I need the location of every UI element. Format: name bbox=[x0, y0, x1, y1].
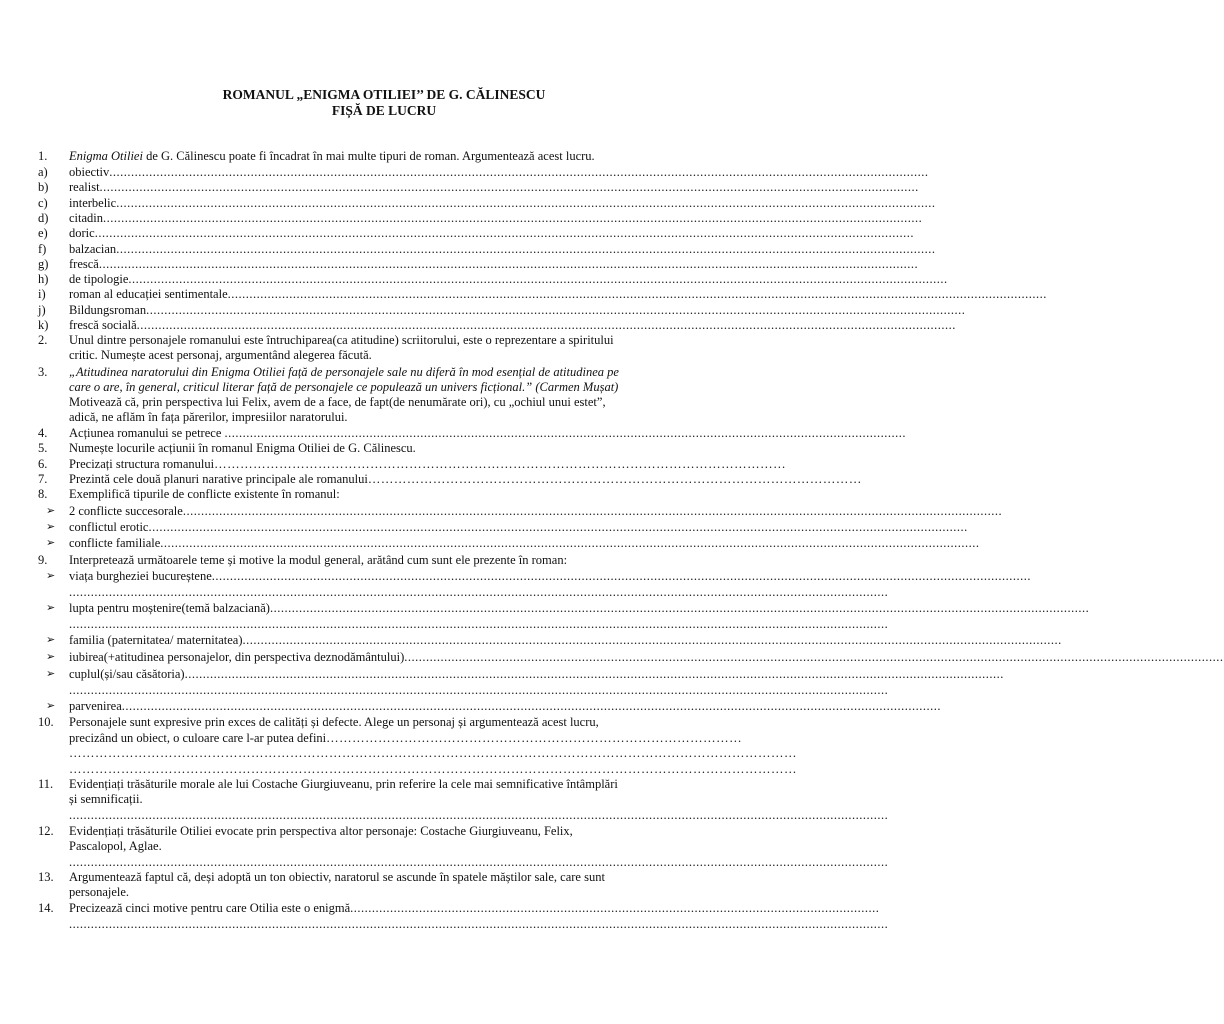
item-text bbox=[69, 287, 1047, 302]
answer-line[interactable]: .................................................................................................................................................................................................................................. bbox=[69, 617, 889, 631]
item-label: Bildungsroman bbox=[69, 302, 147, 317]
q1-item bbox=[0, 256, 919, 273]
answer-row bbox=[0, 917, 889, 933]
answer-line[interactable]: ............................................................................................................................................................................................ bbox=[224, 426, 906, 440]
question-text: Evidențiați trăsăturile morale ale lui Costache Giurgiuveanu, prin referire la cele mai semnificative întâmplări bbox=[69, 777, 618, 791]
question-3 bbox=[0, 365, 768, 381]
item-text bbox=[69, 569, 1032, 584]
question-number: 11. bbox=[38, 777, 54, 791]
quote-text: care o are, în general, criticul literar față de personajele ce populează un univers ficțional.” (Carmen Mușat) bbox=[69, 380, 619, 394]
answer-line[interactable]: .................................................................................................................................................................................................................................. bbox=[146, 302, 966, 317]
answer-line[interactable]: .................................................................................................................................................................................................................................. bbox=[148, 520, 968, 534]
q8-item bbox=[0, 536, 980, 552]
item-label: balzacian bbox=[69, 241, 117, 256]
answer-line[interactable]: .................................................................................................................................................................................................................................. bbox=[69, 917, 889, 931]
q1-item bbox=[0, 241, 936, 258]
item-text bbox=[69, 318, 956, 333]
answer-line[interactable]: …………………………………………………………………………………… bbox=[326, 731, 743, 745]
answer-line[interactable]: .................................................................................................................................................................................................................................. bbox=[94, 226, 914, 241]
item-text bbox=[69, 650, 1224, 665]
item-letter: b) bbox=[38, 180, 49, 195]
question-text: critic. Numește acest personaj, argumentând alegerea făcută. bbox=[69, 348, 372, 362]
answer-line[interactable]: .................................................................................................................................................................................................................................. bbox=[109, 165, 929, 179]
question-10 bbox=[0, 715, 768, 731]
q1-item bbox=[0, 302, 966, 319]
item-text bbox=[69, 241, 936, 257]
question-6 bbox=[0, 457, 787, 473]
answer-line[interactable]: .................................................................................................................................................................................................................................. bbox=[184, 667, 1004, 681]
question-text: Personajele sunt expresive prin exces de calități și defecte. Alege un personaj și argumentează acest lucru, bbox=[69, 715, 599, 729]
question-text: Argumentează faptul că, deși adoptă un ton obiectiv, naratorul se ascunde în spatele măștilor sale, care sunt bbox=[69, 870, 605, 884]
item-text bbox=[69, 302, 966, 318]
q9-item bbox=[0, 601, 1090, 617]
q1-item bbox=[0, 180, 919, 196]
question-text: Unul dintre personajele romanului este întruchiparea(ca atitudine) scriitorului, este o reprezentare a spiritului bbox=[69, 333, 614, 347]
item-label: viața burgheziei bucureștene bbox=[69, 569, 212, 583]
item-label: lupta pentru moștenire(temă balzaciană) bbox=[69, 601, 270, 615]
arrow-bullet-icon: ➢ bbox=[46, 537, 56, 549]
item-label: obiectiv bbox=[69, 165, 110, 179]
question-3-cont bbox=[0, 395, 768, 411]
item-text bbox=[69, 633, 1062, 648]
question-text: adică, ne aflăm în fața părerilor, impresiilor naratorului. bbox=[69, 410, 348, 424]
item-text bbox=[69, 520, 968, 535]
item-label: 2 conflicte succesorale bbox=[69, 504, 183, 518]
answer-row bbox=[0, 855, 889, 871]
item-text bbox=[69, 272, 948, 287]
answer-line[interactable]: .................................................................................................................................................................................................................................. bbox=[242, 633, 1062, 647]
question-12-cont bbox=[0, 839, 768, 855]
answer-row bbox=[0, 746, 797, 762]
item-letter: i) bbox=[38, 287, 46, 302]
question-13 bbox=[0, 870, 768, 886]
item-text bbox=[69, 536, 980, 551]
item-label: parvenirea bbox=[69, 699, 122, 713]
answer-line[interactable]: …………………………………………………………………………………………………………………………………………………… bbox=[69, 746, 797, 760]
item-label: roman al educației sentimentale bbox=[69, 287, 228, 302]
q1-item bbox=[0, 195, 936, 212]
answer-row bbox=[0, 808, 889, 824]
question-11 bbox=[0, 777, 768, 793]
item-letter: e) bbox=[38, 226, 48, 241]
answer-line[interactable]: .................................................................................................................................................................................................................................. bbox=[69, 808, 889, 822]
answer-line[interactable]: …………………………………………………………………………………………………… bbox=[367, 472, 862, 486]
item-letter: a) bbox=[38, 165, 48, 179]
answer-line[interactable]: .................................................................................................................................................................................................................................. bbox=[116, 195, 936, 210]
question-text: Pascalopol, Aglae. bbox=[69, 839, 162, 853]
question-10-cont bbox=[0, 731, 768, 747]
item-text bbox=[69, 210, 923, 226]
novel-title: Enigma Otiliei bbox=[69, 149, 143, 163]
question-number: 14. bbox=[38, 901, 54, 915]
answer-line[interactable]: .................................................................................................................................................................................................................................. bbox=[211, 569, 1032, 583]
answer-line[interactable]: .................................................................................................................................................................................................................................. bbox=[128, 272, 948, 287]
answer-line[interactable]: .................................................................................................................................................................................................................................. bbox=[404, 650, 1224, 664]
item-letter: j) bbox=[38, 302, 46, 317]
answer-row bbox=[0, 683, 889, 699]
item-label: conflictul erotic bbox=[69, 520, 149, 534]
question-4 bbox=[0, 426, 906, 442]
answer-line[interactable]: .................................................................................................................................................................................................................................. bbox=[136, 318, 956, 332]
question-text: Interpretează următoarele teme și motive la modul general, arătând cum sunt ele prezente în roman: bbox=[69, 553, 568, 567]
q9-item bbox=[0, 699, 941, 715]
item-letter: f) bbox=[38, 241, 47, 256]
q9-item bbox=[0, 569, 1032, 585]
question-text: Exemplifică tipurile de conflicte existente în romanul: bbox=[69, 487, 340, 501]
answer-line[interactable]: .................................................................................................................................................................................................................................. bbox=[69, 683, 889, 697]
arrow-bullet-icon: ➢ bbox=[46, 634, 56, 646]
question-11-cont bbox=[0, 792, 768, 808]
question-1 bbox=[0, 149, 768, 165]
q1-item bbox=[0, 226, 914, 242]
question-number: 5. bbox=[38, 441, 48, 455]
question-number: 10. bbox=[38, 715, 54, 729]
question-text: Evidențiați trăsăturile Otiliei evocate prin perspectiva altor personaje: Costache Giurgiuveanu, Felix, bbox=[69, 824, 573, 838]
question-3-cont bbox=[0, 410, 768, 426]
question-2-cont bbox=[0, 348, 768, 364]
answer-row bbox=[0, 762, 797, 778]
answer-line[interactable]: .................................................................................................................................................................................................................................. bbox=[182, 504, 1003, 518]
item-text bbox=[69, 667, 1004, 682]
answer-line[interactable]: .................................................................................................................................................................................................................................. bbox=[98, 256, 919, 271]
q1-item bbox=[0, 272, 948, 288]
question-text: și semnificații. bbox=[69, 792, 143, 806]
item-text bbox=[69, 601, 1090, 616]
question-text: personajele. bbox=[69, 885, 130, 899]
item-text bbox=[69, 180, 919, 195]
item-label: frescă socială bbox=[69, 318, 137, 332]
item-letter: g) bbox=[38, 256, 49, 271]
question-number: 1. bbox=[38, 149, 48, 163]
question-text: de G. Călinescu poate fi încadrat în mai multe tipuri de roman. Argumentează acest lucru. bbox=[142, 149, 595, 163]
answer-line[interactable]: …………………………………………………………………………………………………………………… bbox=[214, 457, 787, 471]
question-12 bbox=[0, 824, 768, 840]
item-label: conflicte familiale bbox=[69, 536, 161, 550]
q1-item bbox=[0, 165, 929, 181]
question-text: Motivează că, prin perspectiva lui Felix, avem de a face, de fapt(de nenumărate ori), cu „ochiul unui estet”, bbox=[69, 395, 606, 409]
quote-text: „Atitudinea naratorului din Enigma Otiliei față de personajele sale nu diferă în mod esențial de atitudinea pe bbox=[69, 365, 619, 379]
arrow-bullet-icon: ➢ bbox=[46, 700, 56, 712]
item-text bbox=[69, 699, 941, 714]
question-text: Precizați structura romanului bbox=[69, 457, 215, 471]
item-text bbox=[69, 165, 929, 180]
item-text bbox=[69, 195, 936, 211]
document-subtitle: FIȘĂ DE LUCRU bbox=[331, 103, 437, 118]
q8-item bbox=[0, 520, 968, 536]
item-label: citadin bbox=[69, 210, 104, 225]
question-text: precizând un obiect, o culoare care l-ar putea defini bbox=[69, 731, 327, 745]
question-3-cont bbox=[0, 380, 768, 396]
question-number: 6. bbox=[38, 457, 48, 471]
item-label: frescă bbox=[69, 256, 99, 271]
answer-line[interactable]: .................................................................................................................................................. bbox=[350, 901, 880, 915]
arrow-bullet-icon: ➢ bbox=[46, 505, 56, 517]
question-13-cont bbox=[0, 885, 768, 901]
question-number: 12. bbox=[38, 824, 54, 838]
arrow-bullet-icon: ➢ bbox=[46, 521, 56, 533]
answer-line[interactable]: .................................................................................................................................................................................................................................. bbox=[269, 601, 1090, 615]
question-number: 2. bbox=[38, 333, 48, 347]
question-number: 7. bbox=[38, 472, 48, 486]
item-text bbox=[69, 226, 914, 241]
answer-line[interactable]: .................................................................................................................................................................................................................................. bbox=[121, 699, 941, 713]
q9-item bbox=[0, 650, 1224, 666]
arrow-bullet-icon: ➢ bbox=[46, 668, 56, 680]
question-number: 8. bbox=[38, 487, 48, 501]
item-label: doric bbox=[69, 226, 95, 241]
item-label: interbelic bbox=[69, 195, 117, 210]
answer-line[interactable]: …………………………………………………………………………………………………………………………………………………… bbox=[69, 762, 797, 776]
arrow-bullet-icon: ➢ bbox=[46, 570, 56, 582]
document-title: ROMANUL „ENIGMA OTILIEI’’ DE G. CĂLINESCU bbox=[222, 87, 546, 102]
question-text: Prezintă cele două planuri narative principale ale romanului bbox=[69, 472, 368, 486]
q1-item bbox=[0, 210, 923, 227]
item-letter: k) bbox=[38, 318, 49, 332]
item-label: realist bbox=[69, 180, 100, 195]
item-letter: c) bbox=[38, 195, 48, 210]
q9-item bbox=[0, 667, 1004, 683]
arrow-bullet-icon: ➢ bbox=[46, 651, 56, 663]
answer-row bbox=[0, 617, 889, 633]
question-2 bbox=[0, 333, 768, 349]
question-9 bbox=[0, 553, 768, 569]
answer-line[interactable]: .................................................................................................................................................................................................................................. bbox=[227, 287, 1047, 302]
answer-row bbox=[0, 585, 889, 601]
item-label: iubirea(+atitudinea personajelor, din perspectiva deznodământului) bbox=[69, 650, 405, 664]
answer-line[interactable]: .................................................................................................................................................................................................................................. bbox=[99, 180, 919, 195]
question-text: Acțiunea romanului se petrece bbox=[69, 426, 225, 440]
question-text: Precizează cinci motive pentru care Otilia este o enigmă bbox=[69, 901, 351, 915]
question-14 bbox=[0, 901, 880, 917]
question-5 bbox=[0, 441, 768, 457]
answer-line[interactable]: .................................................................................................................................................................................................................................. bbox=[103, 210, 923, 225]
answer-line[interactable]: .................................................................................................................................................................................................................................. bbox=[160, 536, 980, 550]
q1-item bbox=[0, 287, 1047, 303]
answer-line[interactable]: .................................................................................................................................................................................................................................. bbox=[69, 855, 889, 869]
item-label: de tipologie bbox=[69, 272, 129, 287]
question-7 bbox=[0, 472, 862, 488]
question-number: 13. bbox=[38, 870, 54, 884]
item-letter: h) bbox=[38, 272, 49, 287]
question-number: 3. bbox=[38, 365, 48, 379]
q8-item bbox=[0, 504, 1003, 520]
answer-line[interactable]: .................................................................................................................................................................................................................................. bbox=[69, 585, 889, 599]
item-text bbox=[69, 504, 1003, 519]
q9-item bbox=[0, 633, 1062, 649]
item-letter: d) bbox=[38, 210, 49, 225]
arrow-bullet-icon: ➢ bbox=[46, 602, 56, 614]
q1-item bbox=[0, 318, 956, 334]
question-8 bbox=[0, 487, 768, 503]
answer-line[interactable]: .................................................................................................................................................................................................................................. bbox=[116, 241, 936, 256]
item-label: familia (paternitatea/ maternitatea) bbox=[69, 633, 243, 647]
item-label: cuplul(și/sau căsătoria) bbox=[69, 667, 185, 681]
item-text bbox=[69, 256, 919, 272]
question-number: 4. bbox=[38, 426, 48, 440]
question-text: Numește locurile acțiunii în romanul Enigma Otiliei de G. Călinescu. bbox=[69, 441, 416, 455]
question-number: 9. bbox=[38, 553, 48, 567]
